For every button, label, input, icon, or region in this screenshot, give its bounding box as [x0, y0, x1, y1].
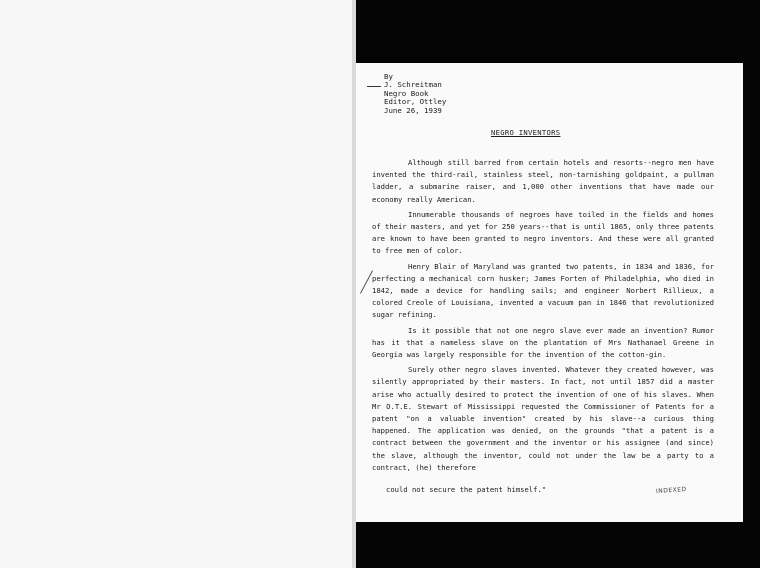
margin-dash — [367, 86, 381, 87]
left-page-blank — [0, 0, 352, 568]
document-body — [372, 157, 714, 477]
paragraph: Is it possible that not one negro slave ever made an invention? Rumor has it that a nameless slave on the plantation of Mrs Nathanael Greene in Georgia was largely responsible for the invention of the cotton-gin. — [372, 325, 714, 360]
indexed-stamp: INDEXED — [655, 485, 687, 496]
document-page — [356, 63, 743, 522]
header-line: Editor, Ottley — [384, 97, 447, 107]
header-line: J. Schreitman — [384, 80, 442, 90]
document-title: NEGRO INVENTORS — [491, 128, 561, 137]
paragraph: Innumerable thousands of negroes have toiled in the fields and homes of their masters, and yet for 250 years--that is until 1865, only three patents are known to have been granted to negro inventors. And these were all granted to free men of color. — [372, 209, 714, 256]
paragraph: Henry Blair of Maryland was granted two patents, in 1834 and 1836, for perfecting a mechanical corn husker; James Forten of Philadelphia, who died in 1842, made a device for handling sails; and engineer Norbert Rillieux, a colored Creole of Louisiana, invented a vacuum pan in 1846 that revolutionized sugar refining. — [372, 261, 714, 320]
header-line: Negro Book — [384, 88, 429, 98]
header-line: By — [384, 72, 393, 81]
paragraph: Although still barred from certain hotels and resorts--negro men have invented the third-rail, stainless steel, non-tarnishing goldpaint, a pullman ladder, a submarine raiser, and 1,000 other inventions that have made our economy really American. — [372, 158, 714, 204]
closing-line: could not secure the patent himself." — [386, 485, 547, 494]
author-header — [384, 73, 446, 115]
paragraph: Surely other negro slaves invented. Whatever they created however, was silently appropriated by their masters. In fact, not until 1857 did a master arise who actually desired to protect the invention of one of his slaves. When Mr O.T.E. Stewart of Mississippi requested the Commissioner of Patents for a patent "on a valuable invention" created by his slave--a curious thing happened. The application was denied, on the grounds "that a patent is a contract between the government and the inventor or his assignee (and since) the slave, although the inventor, could not under the law be a party to a contract, (he) therefore — [372, 365, 714, 472]
header-line: June 26, 1939 — [384, 105, 442, 115]
